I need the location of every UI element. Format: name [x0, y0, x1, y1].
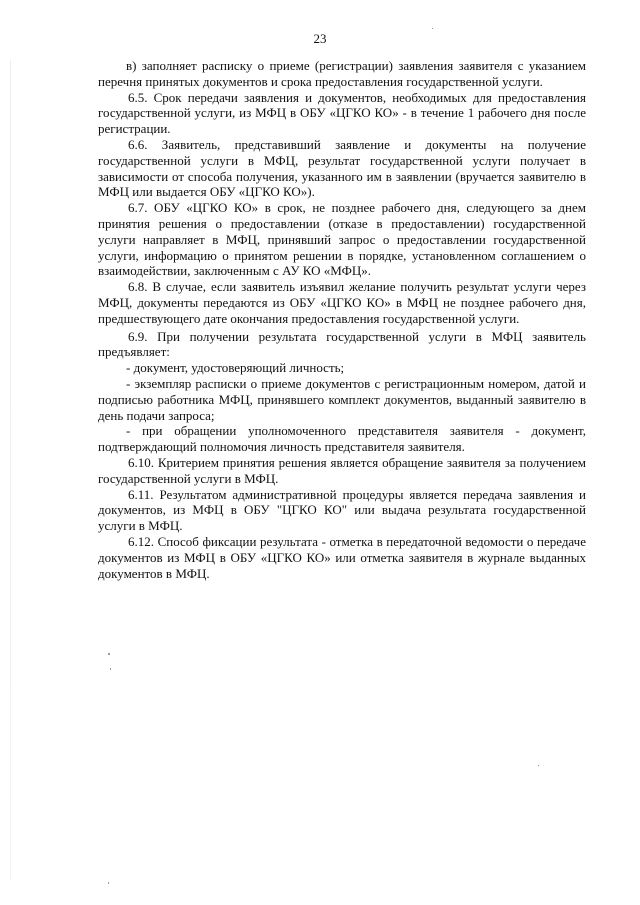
paragraph-item-v: в) заполняет расписку о приеме (регистрации) заявления заявителя с указанием перечня принятых документов и срока предоставления государственной услуги.: [98, 58, 586, 89]
paragraph-6-11: 6.11. Результатом административной процедуры является передача заявления и документов, из МФЦ в ОБУ "ЦГКО КО" или выдача результата государственной услуги в МФЦ.: [98, 486, 586, 534]
paragraph-6-10: 6.10. Критерием принятия решения является обращение заявителя за получением государственной услуги в МФЦ.: [98, 454, 586, 486]
list-item-representative-document: - при обращении уполномоченного представителя заявителя - документ, подтверждающий полномочия личность представителя заявителя.: [98, 423, 586, 455]
scan-speck: [432, 28, 433, 29]
page-number: 23: [313, 31, 327, 46]
scan-speck: [108, 882, 109, 884]
scan-margin-shadow: [10, 60, 11, 880]
scan-speck: [538, 765, 539, 766]
scan-speck: [110, 668, 111, 670]
paragraph-6-6: 6.6. Заявитель, представивший заявление и документы на получение государственной услуги в МФЦ, результат государственной услуги получает в зависимости от способа получения, указанного им в заявлении (вручается заявителю в МФЦ или выдается ОБУ «ЦГКО КО»).: [98, 136, 586, 200]
paragraph-6-9: 6.9. При получении результата государственной услуги в МФЦ заявитель предъявляет:: [98, 328, 586, 360]
paragraph-6-8: 6.8. В случае, если заявитель изъявил желание получить результат услуги через МФЦ, документы передаются из ОБУ «ЦГКО КО» в МФЦ не позднее рабочего дня, предшествующего дате окончания предоставления государственной услуги.: [98, 279, 586, 326]
list-item-receipt-copy: - экземпляр расписки о приеме документов с регистрационным номером, датой и подписью работника МФЦ, принявшего комплект документов, выданный заявителю в день подачи запроса;: [98, 375, 586, 423]
paragraph-6-7: 6.7. ОБУ «ЦГКО КО» в срок, не позднее рабочего дня, следующего за днем принятия решения о предоставлении (отказе в предоставлении) государственной услуги направляет в МФЦ, принявший запрос о предоставлении государственной услуги, информацию о принятом решении в порядке, установленном соглашением о взаимодействии, заключенным с АУ КО «МФЦ».: [98, 200, 586, 279]
paragraph-6-12: 6.12. Способ фиксации результата - отметка в передаточной ведомости о передаче документов из МФЦ в ОБУ «ЦГКО КО» или отметка заявителя в журнале выданных документов в МФЦ.: [98, 533, 586, 581]
list-item-identity-document: - документ, удостоверяющий личность;: [126, 360, 345, 376]
paragraph-6-5: 6.5. Срок передачи заявления и документов, необходимых для предоставления государственной услуги, из МФЦ в ОБУ «ЦГКО КО» - в течение 1 рабочего дня после регистрации.: [98, 89, 586, 137]
scan-speck: [108, 653, 110, 655]
document-body: [98, 58, 586, 581]
